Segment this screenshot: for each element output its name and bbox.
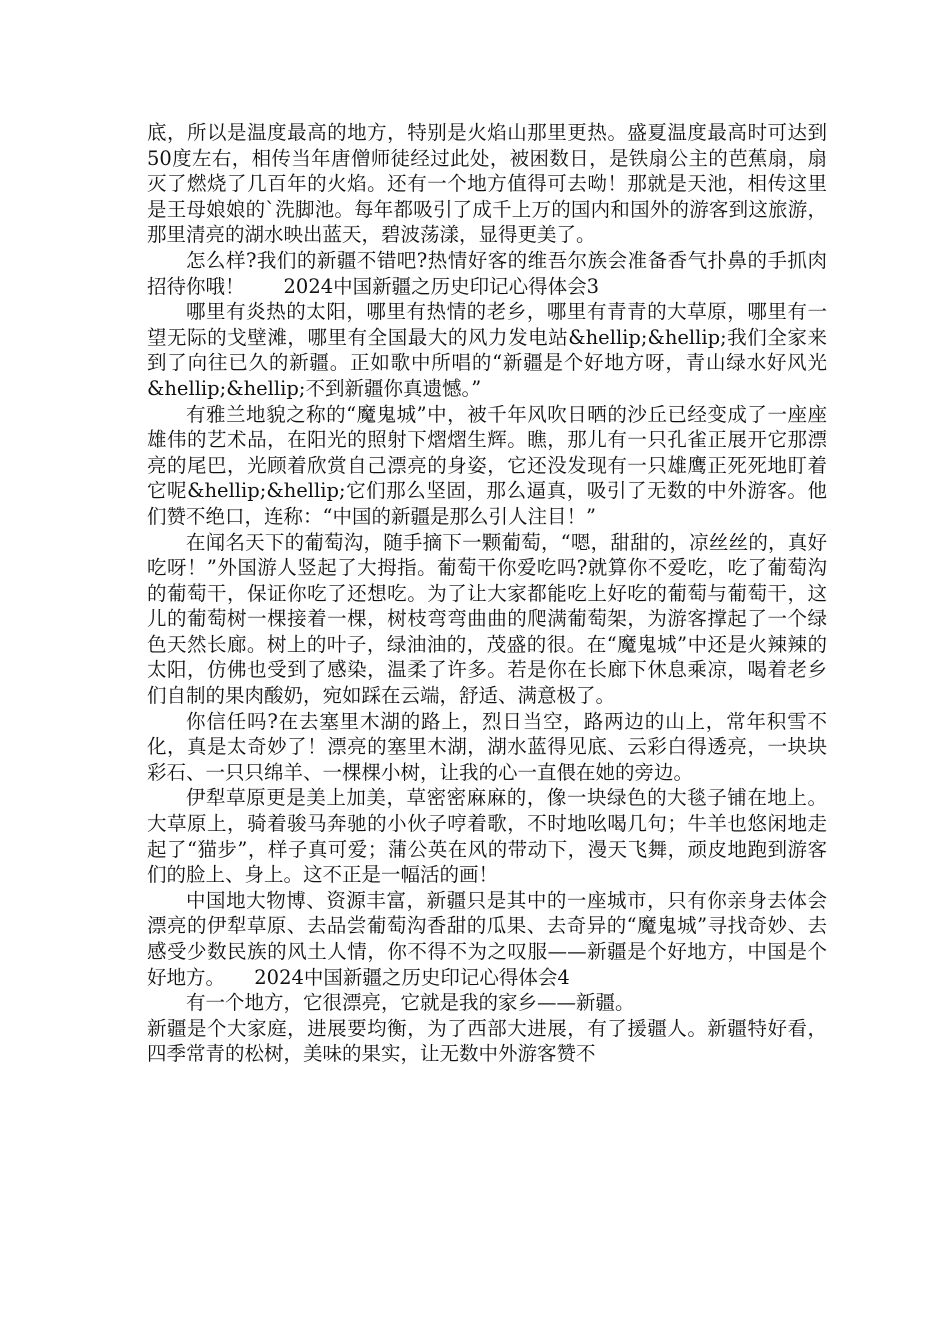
paragraph-10: 新疆是个大家庭，进展要均衡，为了西部大进展，有了援疆人。新疆特好看，四季常青的松树，美味的果实，让无数中外游客赞不: [147, 1016, 827, 1066]
paragraph-2: 怎么样?我们的新疆不错吧?热情好客的维吾尔族会准备香气扑鼻的手抓肉招待你哦！ 2024中国新疆之历史印记心得体会3: [147, 248, 827, 298]
document-page: [147, 120, 827, 1067]
paragraph-5: 在闻名天下的葡萄沟，随手摘下一颗葡萄，“嗯，甜甜的，凉丝丝的，真好吃呀！”外国游人竖起了大拇指。葡萄干你爱吃吗?就算你不爱吃，吃了葡萄沟的葡萄干，保证你吃了还想吃。为了让大家都能吃上好吃的葡萄与葡萄干，这儿的葡萄树一棵接着一棵，树枝弯弯曲曲的爬满葡萄架，为游客撑起了一个绿色天然长廊。树上的叶子，绿油油的，茂盛的很。在“魔鬼城”中还是火辣辣的太阳，仿佛也受到了感染，温柔了许多。若是你在长廊下休息乘凉，喝着老乡们自制的果肉酸奶，宛如踩在云端，舒适、满意极了。: [147, 530, 827, 708]
paragraph-7: 伊犁草原更是美上加美，草密密麻麻的，像一块绿色的大毯子铺在地上。大草原上，骑着骏马奔驰的小伙子哼着歌，不时地吆喝几句；牛羊也悠闲地走起了“猫步”，样子真可爱；蒲公英在风的带动下，漫天飞舞，顽皮地跑到游客们的脸上、身上。这不正是一幅活的画！: [147, 786, 827, 887]
paragraph-1: 底，所以是温度最高的地方，特别是火焰山那里更热。盛夏温度最高时可达到50度左右，相传当年唐僧师徒经过此处，被困数日，是铁扇公主的芭蕉扇，扇灭了燃烧了几百年的火焰。还有一个地方值得可去呦！那就是天池，相传这里是王母娘娘的`洗脚池。每年都吸引了成千上万的国内和国外的游客到这旅游，那里清亮的湖水映出蓝天，碧波荡漾，显得更美了。: [147, 121, 827, 247]
paragraph-9: 有一个地方，它很漂亮，它就是我的家乡——新疆。: [186, 991, 635, 1015]
paragraph-3: 哪里有炎热的太阳，哪里有热情的老乡，哪里有青青的大草原，哪里有一望无际的戈壁滩，哪里有全国最大的风力发电站&hellip;&hellip;我们全家来到了向往已久的新疆。正如歌中所唱的“新疆是个好地方呀，青山绿水好风光&hellip;&hellip;不到新疆你真遗憾。”: [147, 300, 827, 400]
paragraph-8: 中国地大物博、资源丰富，新疆只是其中的一座城市，只有你亲身去体会漂亮的伊犁草原、去品尝葡萄沟香甜的瓜果、去奇异的“魔鬼城”寻找奇妙、去感受少数民族的风土人情，你不得不为之叹服——新疆是个好地方，中国是个好地方。 2024中国新疆之历史印记心得体会4: [147, 888, 827, 989]
paragraph-6: 你信任吗?在去塞里木湖的路上，烈日当空，路两边的山上，常年积雪不化，真是太奇妙了！漂亮的塞里木湖，湖水蓝得见底、云彩白得透亮，一块块彩石、一只只绵羊、一棵棵小树，让我的心一直偎在她的旁边。: [147, 709, 827, 784]
paragraph-4: 有雅兰地貌之称的“魔鬼城”中，被千年风吹日晒的沙丘已经变成了一座座雄伟的艺术品，在阳光的照射下熠熠生辉。瞧，那儿有一只孔雀正展开它那漂亮的尾巴，光顾着欣赏自己漂亮的身姿，它还没发现有一只雄鹰正死死地盯着它呢&hellip;&hellip;它们那么坚固，那么逼真，吸引了无数的中外游客。他们赞不绝口，连称：“中国的新疆是那么引人注目！”: [147, 402, 827, 528]
